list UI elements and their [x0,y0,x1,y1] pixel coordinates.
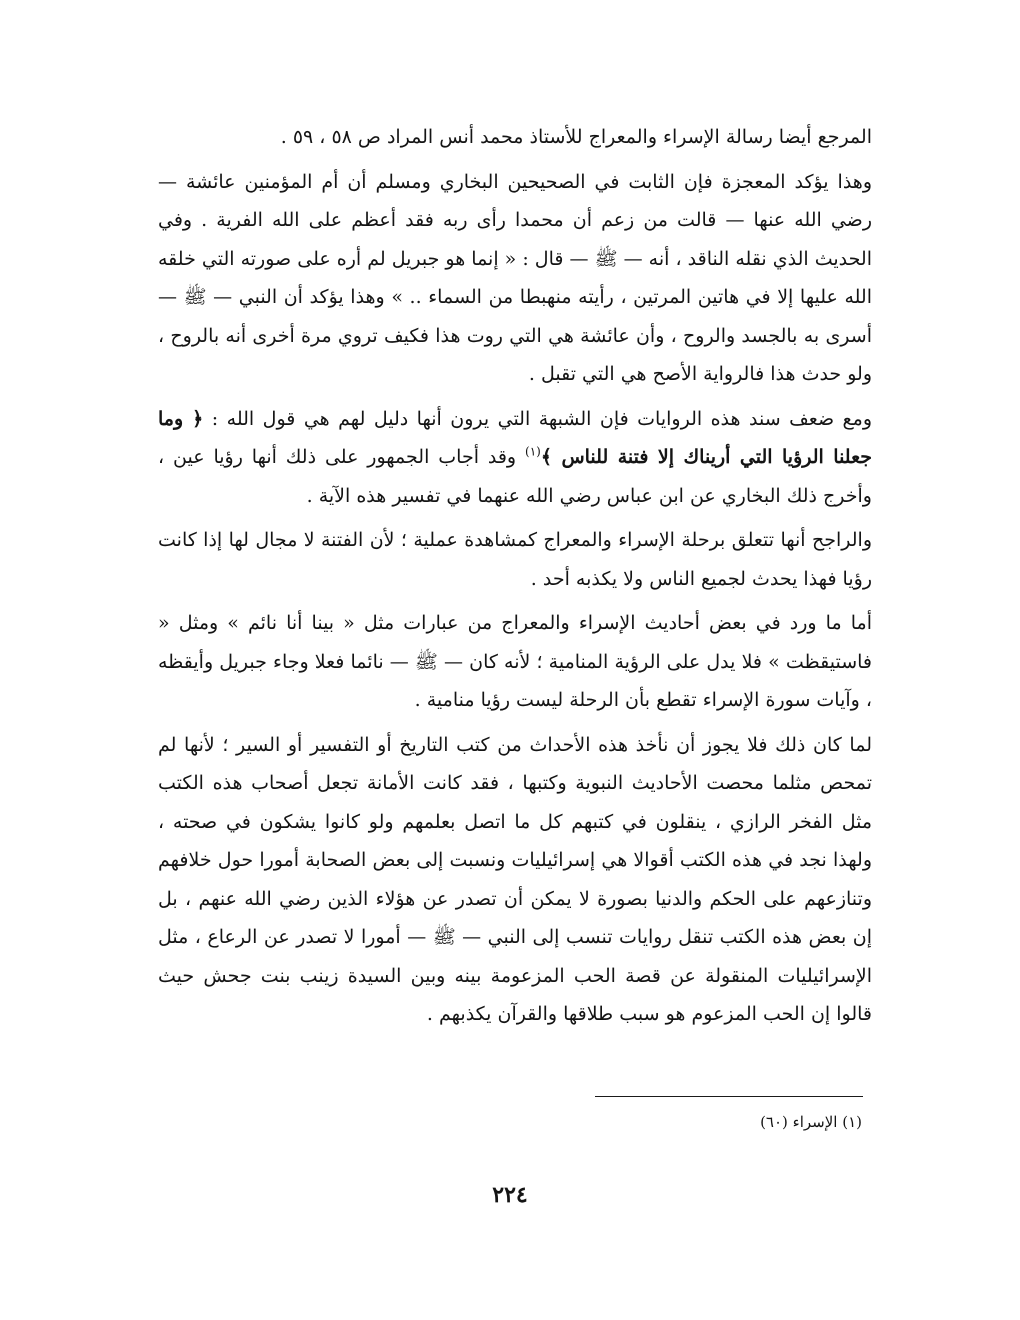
paragraph-preferred-view: والراجح أنها تتعلق برحلة الإسراء والمعراج كمشاهدة عملية ؛ لأن الفتنة لا مجال لها إذا كانت رؤيا فهذا يحدث لجميع الناس ولا يكذبه أحد . [158,529,872,590]
paragraph-reference: المرجع أيضا رسالة الإسراء والمعراج للأستاذ محمد أنس المراد ص ٥٨ ، ٥٩ . [280,126,872,148]
body-text [158,118,872,1040]
paragraph-history-books: لما كان ذلك فلا يجوز أن نأخذ هذه الأحداث من كتب التاريخ أو التفسير أو السير ؛ لأنها لم تمحص مثلما محصت الأحاديث النبوية وكتبها ، فقد كانت الأمانة تجعل أصحاب هذه الكتب مثل الفخر الرازي ، ينقلون في كتبهم كل ما اتصل بعلمهم ولو كانوا يشكون في صحته ، ولهذا نجد في هذه الكتب أقوالا هي إسرائيليات ونسبت إلى بعض الصحابة أمورا حول خلافهم وتنازعهم على الحكم والدنيا بصورة لا يمكن أن تصدر عن هؤلاء الذين رضي الله عنهم ، بل إن بعض هذه الكتب تنقل روايات تنسب إلى النبي — ﷺ — أمورا لا تصدر عن الرعاع ، مثل الإسرائيليات المنقولة عن قصة الحب المزعومة بينه وبين السيدة زينب بنت جحش حيث قالوا إن الحب المزعوم هو سبب طلاقها والقرآن يكذبهم . [158,733,872,1025]
paragraph-sleep-narrations: أما ما ورد في بعض أحاديث الإسراء والمعراج من عبارات مثل « بينا أنا نائم » ومثل « فاستيقظت » فلا يدل على الرؤية المنامية ؛ لأنه كان — ﷺ — نائما فعلا وجاء جبريل وأيقظه ، وآيات سورة الإسراء تقطع بأن الرحلة ليست رؤيا منامية . [158,612,872,711]
page-number: ٢٢٤ [492,1182,528,1208]
footnote-marker[interactable]: (١) [525,444,541,459]
verse-lead: ومع ضعف سند هذه الروايات فإن الشبهة التي يرون أنها دليل لهم هي قول الله : [211,407,873,430]
footnote-text: (١) الإسراء (٦٠) [760,1113,862,1131]
verse-tail: وقد أجاب الجمهور على ذلك أنها رؤيا عين ، وأخرج ذلك البخاري عن ابن عباس رضي الله عنهما في تفسير هذه الآية . [158,446,872,507]
quran-verse: ﴿ وما جعلنا الرؤيا التي أريناك إلا فتنة للناس ﴾ [158,407,873,468]
footnote-divider [595,1096,863,1097]
paragraph-aisha-hadith: وهذا يؤكد المعجزة فإن الثابت في الصحيحين البخاري ومسلم أن أم المؤمنين عائشة — رضي الله عنها — قالت من زعم أن محمدا رأى ربه فقد أعظم على الله الفرية . وفي الحديث الذي نقله الناقد ، أنه — ﷺ — قال : « إنما هو جبريل لم أره على صورته التي خلقه الله عليها إلا في هاتين المرتين ، رأيته منهبطا من السماء .. » وهذا يؤكد أن النبي — ﷺ — أسرى به بالجسد والروح ، وأن عائشة هي التي روت هذا فكيف تروي مرة أخرى أنه بالروح ، ولو حدث هذا فالرواية الأصح هي التي تقبل . [158,170,872,385]
paragraph-verse [158,400,872,516]
